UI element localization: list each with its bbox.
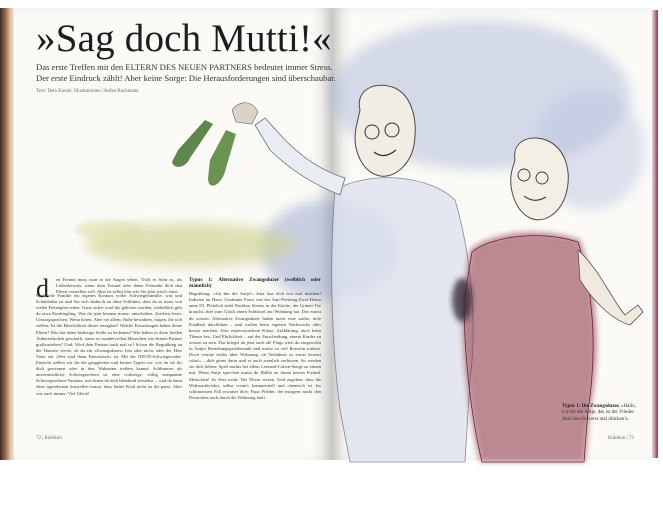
woman-dress [462, 232, 597, 462]
credits: Text: Dela Kienle, Illustrationen: Stefan Bachmann [36, 89, 139, 94]
green-wash-2 [75, 220, 145, 240]
intro-text: Das erste Treffen mit den ELTERN DES NEUEN PARTNERS bedeutet immer Stress. Der erste Eindruck zählt! Aber keine Sorge: Die Herausforderungen sind überschaubar. [36, 62, 336, 83]
illustration-caption [562, 404, 642, 423]
drop-cap: d [36, 274, 49, 303]
dark-wash [452, 278, 472, 322]
article-title: »Sag doch Mutti!« [36, 17, 332, 60]
caption-label: Typus 1: Die Zwangsduzer. [562, 404, 620, 409]
man-body [332, 178, 473, 462]
typology-body: Begrüßung: »Ich bin die Antje!« Jetzt lass dich erst mal drücken! Indizien im Haus: Gerahmte Fotos von der Anti-Pershing-Zwei-Demo anno 83. Plötzlich steht Nachbar Sörens in der Küche, der Grüner-Tee braucht, aber zum Glück einen Schlüssel zur Wohnung hat. Das musst du wissen: Alternative Zwangsduzer haben meist eine sanfte, tiefe Kindheit durchlitten – und wollen beim eigenen Nachwuchs alles besser machen. Also repressionsfreie Küsse, Aufklärung, auch beim Thema Sex. Und Ehrlichkeit – auf der Entscheidung, einem Kinder zu wissen zu sein. Das kriegst du jetzt auch ab! Flugs wirst du eingeweiht in Antjes Beziehungsproblematik und musst zu viel Rotwein trinken. Doch verrate nichts über Wohnung, ob Verhältnis so etwas besetzt »darf« – dich gerne darin und es auch ziemlich verbissen. So werden sie dich lieben: Spiel nachts bei allem Leonard-Cohen-Songs zu einem mit. Wenn Antje sprechen musst du Hälfte zu ihrem besten Freund. Menschen! So eher nicht: Die Eltern siezen. Und zugeben, dass die Weihnachtsfahrt, selbst wenn's kommerziell und chemisch ist. Im schlimmsten Fall erwartet dich: Papa Frieder, der morgens nackt den Deutschen nach durch die Wohnung läuft. [189, 291, 321, 400]
column-2 [189, 277, 321, 432]
column-1-body: Weil jede Familie ein eigenes Kosmos voller Schwiegerfamilie, was und Schubladen ist und Sie sich dadurch an ohne Schlimm, dass du es muss von vielen Fettnäpfen reden. Ganz sicher wird die geboren werden, schließlich gibt du etwa Eindringling. Was du jetzt können musst: umschalten. Zeichen lesen. Umsorgsprachen. Wenn hören. Aber sei allem: Ruhe bewahren, fragen, ihr sich stellen: Ist die Herzlichkeit dieser ertragbar? Welche Erwartungen haben deine Eltern? Was hat deine bisherige Stelle zu bedeuten? Wie haben es diese beiden Außerirdischen geschafft, einen so wundervollen Menschen wie deinen Partner großzuziehen? Und: Wird dein Partner auch mal so? Schon die Begrüßung an der Haustür verrät, ob du ein »Zwangsduzer« bist oder nicht, oder der Herr Vater ein »Wer sind denn Fantastisch« ist. Mit der NEON-Schwiegersohn-Einsicht stellen wir dir die gruppierten und besten Typen vor, wie du sie für dich gewinnen oder in den Wahnsinn treiben kannst. Schlimmer als unvermeidliche Schwiegereltern ist eine vorherige, völlig entspannte Schwiegereltern-Variante, mit denen du dich blendend verstehst ... und du dann eben irgendwann feststellen musst, dass leider Kind nicht zu dir passt. Aber wie auch immer: Viel Glück! [36, 293, 182, 396]
typology-heading: Typus 1: Alternative Zwangsduzer (weiblich oder männlich) [189, 277, 321, 290]
folio-right: Rubikon | 73 [608, 436, 634, 441]
article-intro [36, 62, 336, 97]
caption-text: »Hallo, ich bin die Antje, das ist der Frieder. Jetzt lass dich erst mal drücken!« [562, 404, 636, 422]
man-arm-raised [255, 118, 345, 195]
column-1-start: en Freund muss man in die Augen sehen. Trifft es Sinn zu, als Liebesbeweis, wenn dein Freund oder deine Freundin dich den Eltern vorstellen will. Aber ist selbst klar wie Sie jetzt wird's ernst. [56, 277, 182, 295]
bottles [172, 103, 258, 186]
folio-left: 72 | Rubikon [36, 436, 62, 441]
